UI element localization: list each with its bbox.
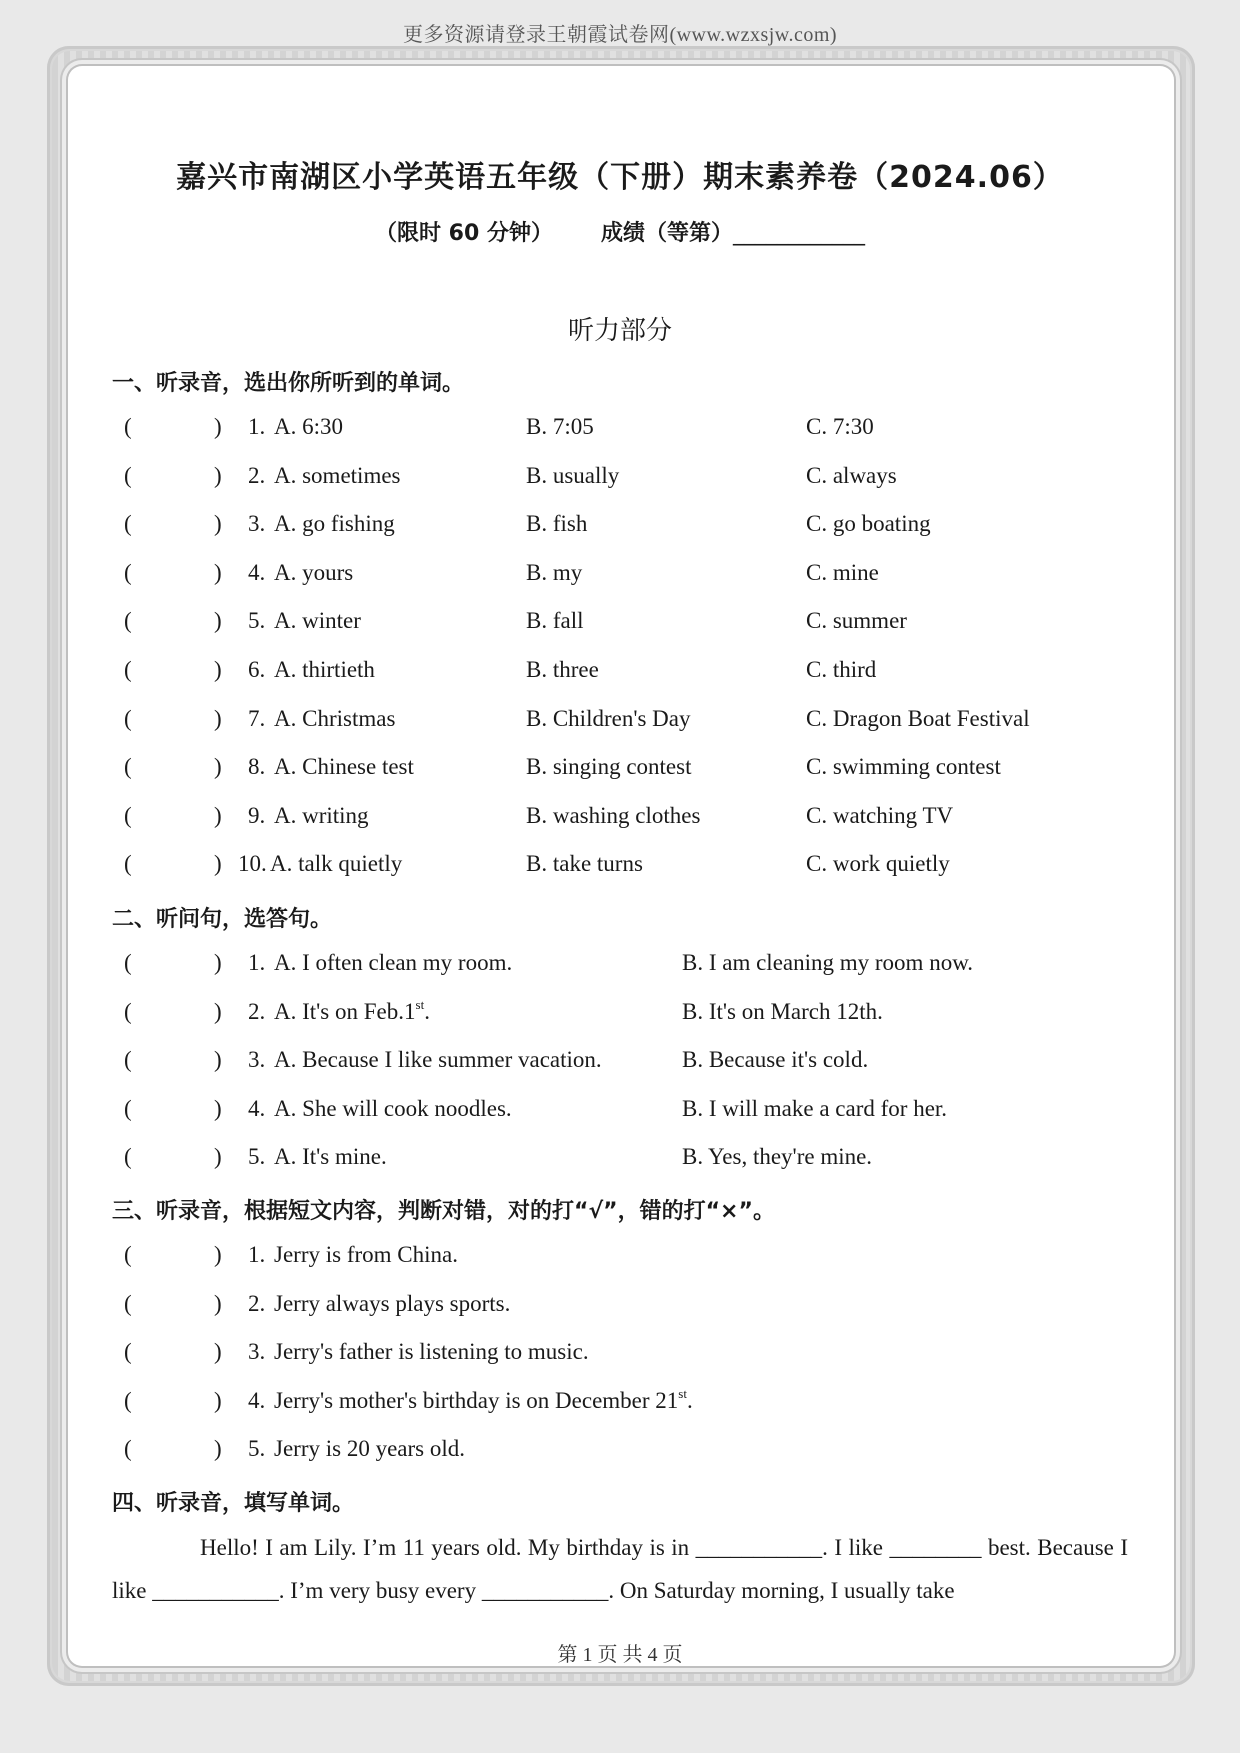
statement-number: 5. (248, 1436, 266, 1462)
score-label: 成绩（等第） (600, 221, 733, 246)
fill-in-passage (112, 1526, 1128, 1612)
option-a: A. Christmas (274, 705, 396, 731)
option-b: B. It's on March 12th. (682, 998, 883, 1024)
option-b: B. usually (526, 462, 620, 488)
answer-paren-left[interactable]: ( (124, 998, 132, 1024)
option-a-superscript: st (415, 996, 425, 1012)
option-a: A. sometimes (274, 462, 401, 488)
statement-number: 2. (248, 1290, 266, 1316)
statement-body: Jerry is from China. (274, 1242, 458, 1267)
statement-text (274, 1242, 458, 1268)
answer-paren-left[interactable]: ( (124, 1290, 132, 1316)
answer-paren-right[interactable]: ) (214, 1436, 222, 1462)
answer-paren-left[interactable]: ( (124, 511, 132, 537)
statement-text (274, 1291, 510, 1317)
option-a (274, 1096, 512, 1122)
section1-heading: 一、听录音，选出你所听到的单词。 (112, 371, 465, 396)
option-a-text: A. Because I like summer vacation. (274, 1047, 602, 1073)
option-b: B. I am cleaning my room now. (682, 950, 974, 975)
statement-text (274, 1339, 589, 1365)
passage-text: Hello! I am Lily. I’m 11 years old. My birthday is in ___________. I like ________ best. Because I like ___________. I’m very busy every ___________. On Saturday morning, I usually take (112, 1535, 1128, 1603)
answer-paren-right[interactable]: ) (214, 1095, 222, 1121)
question-number: 4. (248, 559, 266, 585)
option-a: A. Chinese test (274, 754, 414, 780)
statement-body: Jerry always plays sports. (274, 1290, 511, 1316)
answer-paren-right[interactable]: ) (214, 754, 222, 780)
option-c: C. summer (806, 608, 907, 634)
option-b: B. 7:05 (526, 414, 594, 439)
score-blank[interactable]: ____________ (732, 221, 865, 246)
option-b: B. washing clothes (526, 802, 701, 828)
question-number: 2. (248, 462, 266, 488)
option-b: B. fall (526, 608, 584, 634)
answer-paren-left[interactable]: ( (124, 414, 132, 439)
option-a (274, 1047, 602, 1073)
option-a-text: A. I often clean my room. (274, 950, 513, 975)
option-a: A. thirtieth (274, 657, 375, 682)
statement-body: Jerry's mother's birthday is on December 21 (274, 1387, 679, 1413)
answer-paren-left[interactable]: ( (124, 1436, 132, 1462)
answer-paren-right[interactable]: ) (214, 998, 222, 1024)
option-a-text: A. She will cook noodles. (274, 1095, 512, 1121)
question-number: 3. (248, 1047, 266, 1073)
option-b: B. Yes, they're mine. (682, 1144, 873, 1170)
question-number: 5. (248, 1144, 266, 1170)
option-a: A. writing (274, 802, 369, 828)
answer-paren-right[interactable]: ) (214, 1387, 222, 1413)
statement-text (274, 1436, 465, 1462)
part-title: 听力部分 (567, 316, 672, 346)
answer-paren-right[interactable]: ) (214, 414, 222, 439)
option-a (274, 950, 512, 976)
answer-paren-right[interactable]: ) (214, 1144, 222, 1170)
option-b: B. take turns (526, 851, 643, 877)
option-a (274, 996, 430, 1025)
answer-paren-right[interactable]: ) (214, 608, 222, 634)
answer-paren-left[interactable]: ( (124, 1339, 132, 1365)
question-number: 10. (238, 851, 267, 877)
question-number: 1. (248, 414, 266, 439)
time-limit: （限时 60 分钟） (375, 221, 553, 246)
answer-paren-left[interactable]: ( (124, 1095, 132, 1121)
answer-paren-left[interactable]: ( (124, 657, 132, 682)
option-b: B. my (526, 559, 583, 585)
option-b: B. three (526, 657, 599, 682)
answer-paren-right[interactable]: ) (214, 851, 222, 877)
statement-number: 1. (248, 1242, 266, 1267)
statement-number: 3. (248, 1339, 266, 1365)
option-c: C. watching TV (806, 802, 954, 828)
option-c: C. 7:30 (806, 414, 874, 439)
option-b: B. singing contest (526, 754, 692, 780)
question-number: 7. (248, 705, 266, 731)
answer-paren-left[interactable]: ( (124, 705, 132, 731)
option-a-end: . (424, 998, 430, 1024)
statement-body: Jerry is 20 years old. (274, 1436, 465, 1462)
question-number: 4. (248, 1095, 266, 1121)
answer-paren-right[interactable]: ) (214, 802, 222, 828)
answer-paren-left[interactable]: ( (124, 462, 132, 488)
option-a-text: A. It's mine. (274, 1144, 387, 1170)
option-b: B. Children's Day (526, 705, 691, 731)
answer-paren-left[interactable]: ( (124, 802, 132, 828)
answer-paren-left[interactable]: ( (124, 1242, 132, 1267)
option-b: B. I will make a card for her. (682, 1095, 948, 1121)
option-a: A. yours (274, 559, 354, 585)
exam-subtitle (0, 216, 1240, 247)
section2-heading: 二、听问句，选答句。 (112, 907, 333, 932)
option-c: C. mine (806, 559, 879, 585)
section3-heading: 三、听录音，根据短文内容，判断对错，对的打“√”，错的打“×”。 (112, 1199, 775, 1224)
option-c: C. third (806, 657, 877, 682)
answer-paren-left[interactable]: ( (124, 1144, 132, 1170)
answer-paren-left[interactable]: ( (124, 851, 132, 877)
answer-paren-left[interactable]: ( (124, 1047, 132, 1073)
exam-title: 嘉兴市南湖区小学英语五年级（下册）期末素养卷（2024.06） (176, 160, 1064, 195)
statement-number: 4. (248, 1387, 266, 1413)
statement-superscript: st (678, 1385, 687, 1401)
option-c: C. always (806, 462, 897, 488)
option-c: C. Dragon Boat Festival (806, 705, 1030, 731)
question-number: 9. (248, 802, 266, 828)
statement-end: . (686, 1387, 693, 1413)
option-a-text: A. It's on Feb.1 (274, 998, 416, 1024)
option-a: A. 6:30 (274, 414, 343, 439)
option-a: A. talk quietly (270, 851, 403, 877)
question-number: 3. (248, 511, 266, 537)
option-a: A. go fishing (274, 511, 395, 537)
option-a (274, 1144, 387, 1170)
answer-paren-left[interactable]: ( (124, 754, 132, 780)
question-number: 6. (248, 657, 266, 682)
answer-paren-right[interactable]: ) (214, 1242, 222, 1267)
answer-paren-right[interactable]: ) (214, 559, 222, 585)
option-a: A. winter (274, 608, 361, 634)
answer-paren-right[interactable]: ) (214, 705, 222, 731)
answer-paren-left[interactable]: ( (124, 608, 132, 634)
answer-paren-left[interactable]: ( (124, 1387, 132, 1413)
site-header: 更多资源请登录王朝霞试卷网(www.wzxsjw.com) (402, 24, 838, 46)
question-number: 5. (248, 608, 266, 634)
answer-paren-right[interactable]: ) (214, 511, 222, 537)
option-b: B. Because it's cold. (682, 1047, 869, 1073)
answer-paren-right[interactable]: ) (214, 657, 222, 682)
answer-paren-right[interactable]: ) (214, 1047, 222, 1073)
answer-paren-left[interactable]: ( (124, 559, 132, 585)
option-b: B. fish (526, 511, 588, 537)
answer-paren-left[interactable]: ( (124, 950, 132, 975)
statement-text (274, 1385, 693, 1414)
option-c: C. work quietly (806, 851, 950, 877)
section4-heading: 四、听录音，填写单词。 (112, 1491, 355, 1516)
answer-paren-right[interactable]: ) (214, 950, 222, 975)
question-number: 1. (248, 950, 266, 975)
page-footer: 第 1 页 共 4 页 (557, 1644, 683, 1666)
answer-paren-right[interactable]: ) (214, 462, 222, 488)
option-c: C. swimming contest (806, 754, 1001, 780)
answer-paren-right[interactable]: ) (214, 1339, 222, 1365)
statement-body: Jerry's father is listening to music. (274, 1339, 589, 1365)
question-number: 8. (248, 754, 266, 780)
answer-paren-right[interactable]: ) (214, 1290, 222, 1316)
question-number: 2. (248, 998, 266, 1024)
option-c: C. go boating (806, 511, 931, 537)
